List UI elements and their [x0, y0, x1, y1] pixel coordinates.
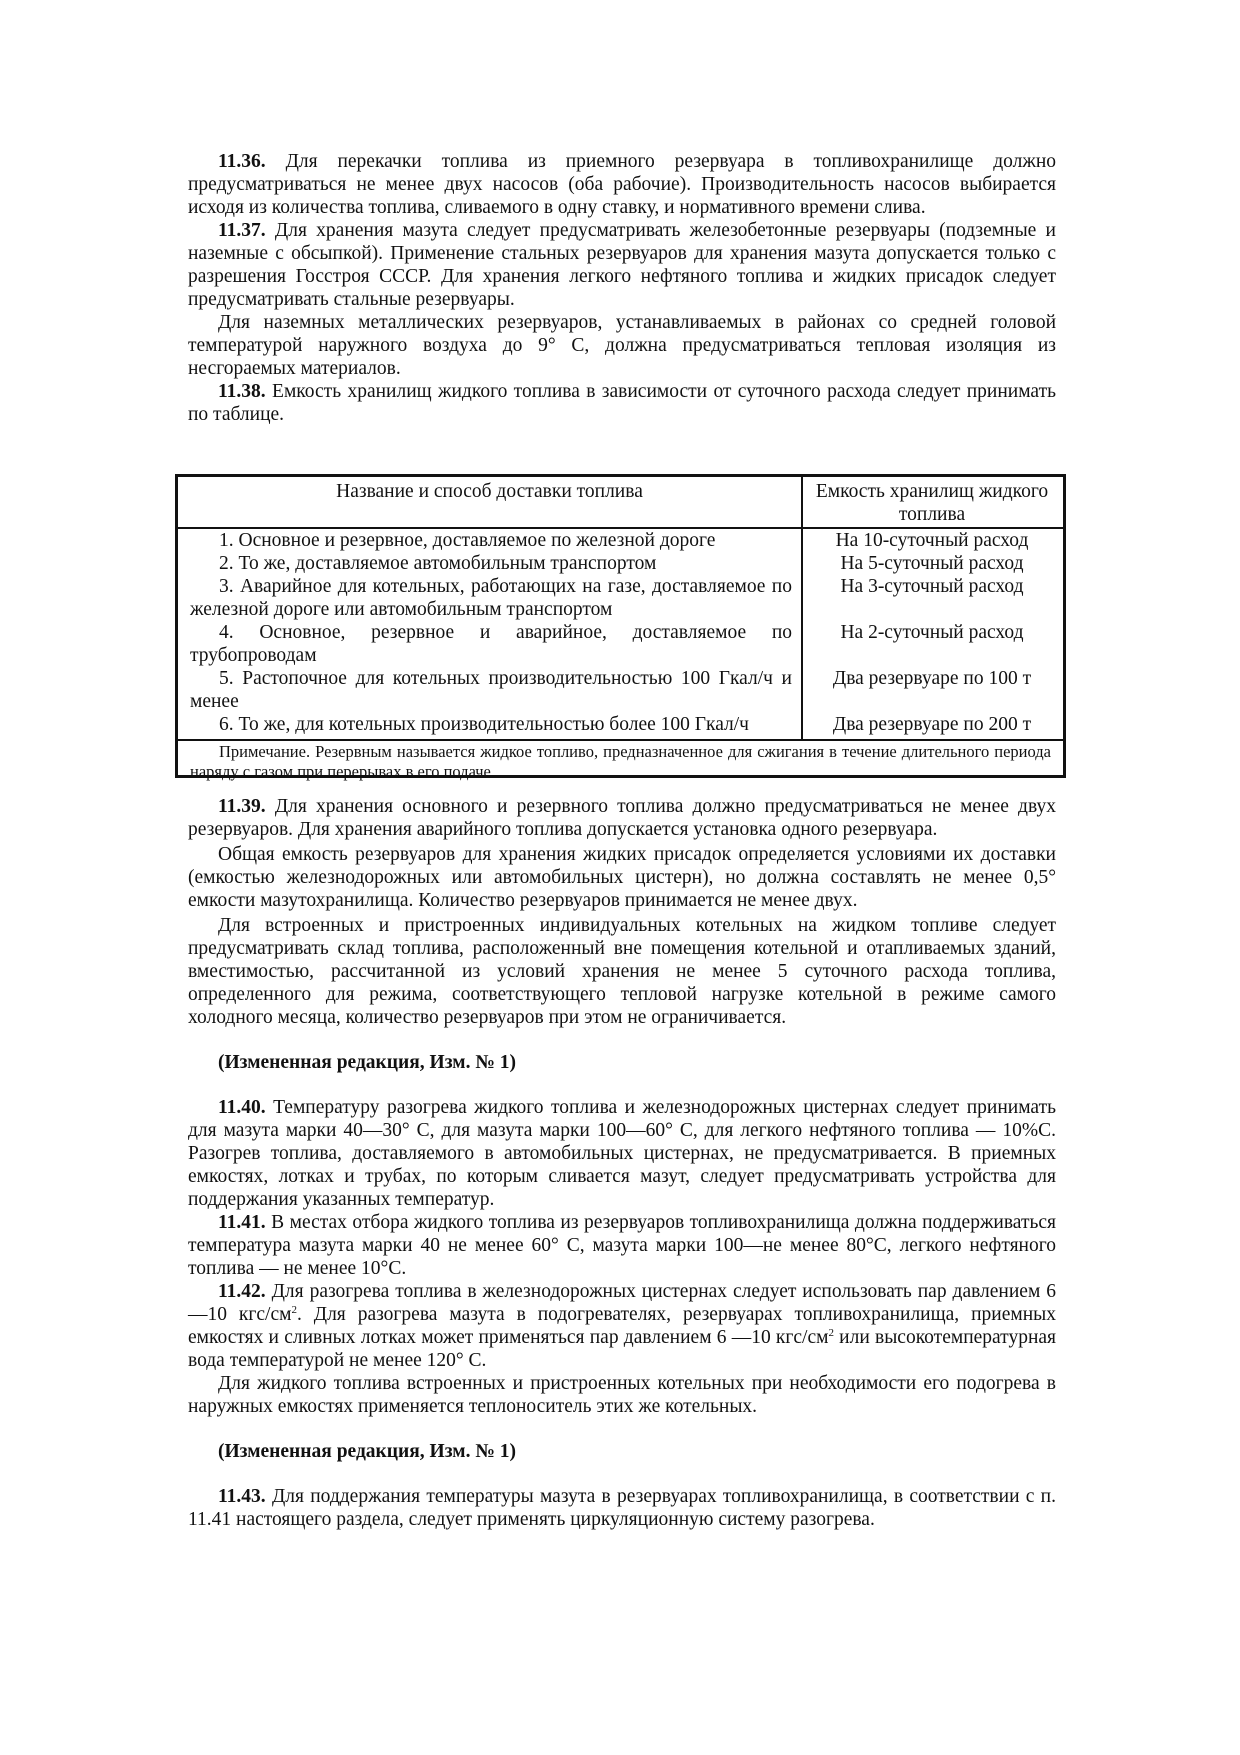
- paragraph-11-42: [188, 1280, 1056, 1372]
- table-body: [178, 529, 1063, 736]
- clause-number: 11.40.: [218, 1097, 266, 1118]
- table-row: [178, 667, 1063, 713]
- fuel-name-cell: 5. Растопочное для котельных производительностью 100 Гкал/ч и менее: [190, 668, 792, 712]
- table-note-text: Примечание. Резервным называется жидкое топливо, предназначенное для сжигания в течение длительного периода наряду с газом при перерывах в его подаче: [190, 742, 1051, 781]
- paragraph-11-37-insulation: Для наземных металлических резервуаров, устанавливаемых в районах со средней головой температурой наружного воздуха до 9° С, должна предусматриваться тепловая изоляция из несгораемых материалов.: [188, 312, 1056, 379]
- table-row: [178, 575, 1063, 621]
- clause-number: 11.37.: [218, 220, 266, 241]
- fuel-name-cell: 1. Основное и резервное, доставляемое по железной дороге: [219, 530, 716, 551]
- storage-capacity-table: [175, 474, 1066, 781]
- paragraph-text: Для перекачки топлива из приемного резервуара в топливохранилище должно предусматриваться не менее двух насосов (оба рабочие). Производительность насосов выбирается исходя из количества топлива, сливаемого в одну ставку, и нормативного времени слива.: [188, 151, 1056, 218]
- table-row: [178, 552, 1063, 575]
- fuel-name-cell: 3. Аварийное для котельных, работающих на газе, доставляемое по железной дороге или автомобильным транспортом: [190, 576, 792, 620]
- capacity-cell: На 10-суточный расход: [835, 530, 1029, 551]
- superscript: 2: [828, 1327, 834, 1339]
- paragraph-11-39-builtin: Для встроенных и пристроенных индивидуальных котельных на жидком топливе следует предусматривать склад топлива, расположенный вне помещения котельной и отапливаемых зданий, вместимостью, рассчитанной из условий хранения не менее 5 суточного расхода топлива, определенного для режима, соответствующего тепловой нагрузке котельной в режиме самого холодного месяца, количество резервуаров при этом не ограничивается.: [188, 915, 1056, 1028]
- capacity-cell: На 2-суточный расход: [840, 622, 1024, 643]
- fuel-name-cell: 2. То же, доставляемое автомобильным транспортом: [219, 553, 657, 574]
- paragraph-11-36: [188, 150, 1056, 219]
- capacity-cell: На 3-суточный расход: [840, 576, 1024, 597]
- paragraph-text: Для хранения мазута следует предусматривать железобетонные резервуары (подземные и наземные с обсыпкой). Применение стальных резервуаров для хранения мазута допускается только с разрешения Госстроя СССР. Для хранения легкого нефтяного топлива и жидких присадок следует предусматривать стальные резервуары.: [188, 220, 1056, 310]
- paragraph-11-37: [188, 219, 1056, 311]
- table-row: [178, 713, 1063, 736]
- amendment-note: (Измененная редакция, Изм. № 1): [218, 1441, 517, 1462]
- fuel-name-cell: 4. Основное, резервное и аварийное, доставляемое по трубопроводам: [190, 622, 792, 666]
- paragraph-11-39-additives: Общая емкость резервуаров для хранения жидких присадок определяется условиями их доставки (емкостью железнодорожных или автомобильных цистерн), но должна составлять не менее 0,5° емкости мазутохранилища. Количество резервуаров принимается не менее двух.: [188, 844, 1056, 911]
- clause-number: 11.43.: [218, 1486, 266, 1507]
- fuel-name-cell: 6. То же, для котельных производительностью более 100 Гкал/ч: [219, 714, 749, 735]
- paragraph-text: Для разогрева топлива в железнодорожных цистернах следует использовать пар давлением 6—10 кгс/см: [188, 1281, 1056, 1325]
- paragraph-text: В местах отбора жидкого топлива из резервуаров топливохранилища должна поддерживаться температура мазута марки 40 не менее 60° С, мазута марки 100—не менее 80°С, легкого нефтяного топлива — не менее 10°С.: [188, 1212, 1056, 1279]
- table-header: [178, 477, 1063, 529]
- header-fuel-name: Название и способ доставки топлива: [336, 481, 643, 502]
- paragraph-text: или высокотемпературная вода температурой не менее 120° С.: [188, 1327, 1057, 1371]
- paragraph-text: Для хранения основного и резервного топлива должно предусматриваться не менее двух резервуаров. Для хранения аварийного топлива допускается установка одного резервуара.: [188, 796, 1056, 840]
- capacity-cell: Два резервуаре по 200 т: [832, 714, 1032, 735]
- paragraph-11-43: [188, 1485, 1056, 1531]
- clause-number: 11.39.: [218, 796, 266, 817]
- lower-text-block: [188, 795, 1056, 1531]
- upper-text-block: [188, 150, 1056, 426]
- table-row: [178, 621, 1063, 667]
- capacity-cell: Два резервуаре по 100 т: [832, 668, 1032, 689]
- capacity-cell: На 5-суточный расход: [840, 553, 1024, 574]
- paragraph-11-39: [188, 795, 1056, 841]
- header-capacity: Емкость хранилищ жидкого топлива: [815, 481, 1049, 525]
- paragraph-11-38: [188, 380, 1056, 426]
- paragraph-11-41: [188, 1211, 1056, 1280]
- paragraph-11-42-heat-carrier: Для жидкого топлива встроенных и пристроенных котельных при необходимости его подогрева в наружных емкостях применяется теплоноситель этих же котельных.: [188, 1373, 1056, 1417]
- amendment-note: (Измененная редакция, Изм. № 1): [218, 1052, 517, 1073]
- paragraph-11-40: [188, 1096, 1056, 1211]
- paragraph-text: Емкость хранилищ жидкого топлива в зависимости от суточного расхода следует принимать по таблице.: [188, 381, 1056, 425]
- clause-number: 11.41.: [218, 1212, 266, 1233]
- clause-number: 11.38.: [218, 381, 266, 402]
- table-row: [178, 529, 1063, 552]
- superscript: 2: [291, 1304, 297, 1316]
- paragraph-text: Температуру разогрева жидкого топлива и железнодорожных цистернах следует принимать для мазута марки 40—30° С, для мазута марки 100—60° С, для легкого нефтяного топлива — 10%С. Разогрев топлива, доставляемого в автомобильных цистернах, не предусматривается. В приемных емкостях, лотках и трубах, по которым сливается мазут, следует предусматривать устройства для поддержания указанных температур.: [188, 1097, 1057, 1210]
- paragraph-text: Для поддержания температуры мазута в резервуарах топливохранилища, в соответствии с п. 11.41 настоящего раздела, следует применять циркуляционную систему разогрева.: [188, 1486, 1056, 1530]
- clause-number: 11.42.: [218, 1281, 266, 1302]
- table-note: [178, 739, 1063, 782]
- clause-number: 11.36.: [218, 151, 266, 172]
- paragraph-text: . Для разогрева мазута в подогревателях, резервуарах топливохранилища, приемных емкостях и сливных лотках может применяться пар давлением 6 —10 кгс/см: [188, 1304, 1056, 1348]
